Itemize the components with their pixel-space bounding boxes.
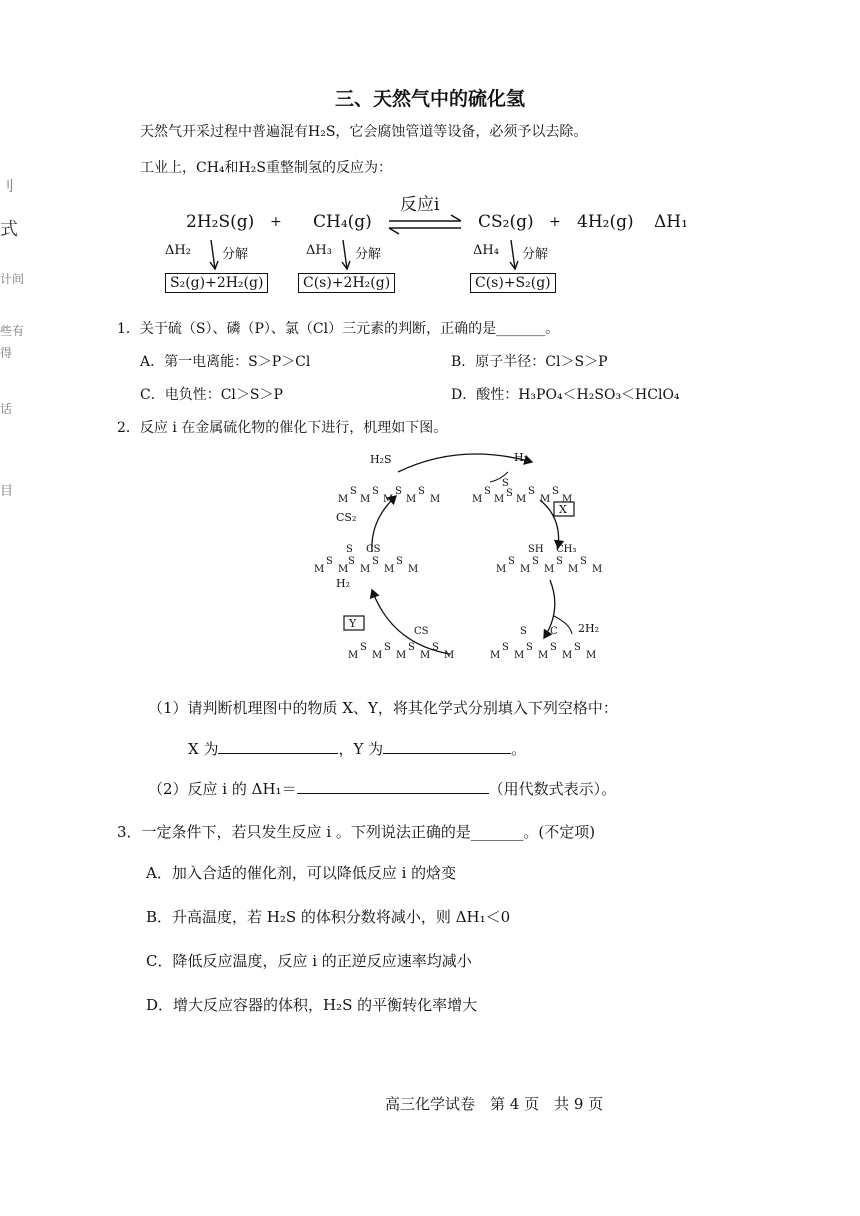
svg-text:M: M <box>430 494 441 505</box>
svg-text:S: S <box>396 556 403 567</box>
svg-text:M: M <box>540 494 551 505</box>
svg-text:M: M <box>406 494 417 505</box>
svg-text:M: M <box>496 564 507 575</box>
product-box-3: C(s)+S₂(g) <box>470 273 556 293</box>
svg-text:M: M <box>314 564 325 575</box>
reactant-h2s: 2H₂S(g) <box>186 212 255 232</box>
svg-text:S: S <box>506 488 513 499</box>
q3-stem: 3．一定条件下，若只发生反应 i 。下列说法正确的是_______。(不定项) <box>117 823 596 841</box>
q2-sub2-suffix: （用代数式表示）。 <box>488 780 617 798</box>
q3-option-c: C．降低反应温度，反应 i 的正逆反应速率均减小 <box>146 952 472 970</box>
section-title: 三、天然气中的硫化氢 <box>334 88 525 110</box>
y-answer-blank[interactable] <box>383 737 511 754</box>
svg-text:M: M <box>408 564 419 575</box>
svg-text:M: M <box>338 494 349 505</box>
svg-text:M: M <box>383 494 394 505</box>
svg-text:S: S <box>528 486 535 497</box>
svg-text:S: S <box>350 486 357 497</box>
svg-text:S: S <box>432 642 439 653</box>
svg-text:M: M <box>338 564 349 575</box>
margin-mark: 些有 <box>0 324 25 338</box>
equilibrium-arrow <box>385 214 465 236</box>
decompose-text: 分解 <box>222 247 249 262</box>
dh1-answer-blank[interactable] <box>297 777 489 794</box>
h2s-label: H₂S <box>370 453 392 466</box>
q3-option-a: A．加入合适的催化剂，可以降低反应 i 的焓变 <box>146 864 457 882</box>
svg-text:CS: CS <box>366 544 381 555</box>
h2-label: H₂ <box>514 451 529 464</box>
margin-mark: 刂 <box>0 179 14 195</box>
svg-text:CS: CS <box>414 626 429 637</box>
product-box-1: S₂(g)+2H₂(g) <box>165 273 268 293</box>
y-answer-label: ，Y 为 <box>338 740 384 758</box>
svg-text:S: S <box>360 642 367 653</box>
svg-text:S: S <box>502 478 509 489</box>
svg-text:S: S <box>574 642 581 653</box>
svg-text:M: M <box>372 650 383 661</box>
q2-answer-line <box>188 737 526 759</box>
svg-text:S: S <box>556 556 563 567</box>
product-box-2: C(s)+2H₂(g) <box>298 273 395 293</box>
svg-text:M: M <box>420 650 431 661</box>
enthalpy-dh1: ΔH₁ <box>654 212 688 232</box>
svg-text:SH: SH <box>528 544 544 555</box>
plus-sign: + <box>270 214 282 230</box>
intro-text: 天然气开采过程中普遍混有H₂S，它会腐蚀管道等设备，必须予以去除。 <box>140 124 588 140</box>
margin-mark: 式 <box>0 219 18 240</box>
q3-option-b: B．升高温度，若 H₂S 的体积分数将减小，则 ΔH₁＜0 <box>146 908 511 926</box>
svg-text:M: M <box>490 650 501 661</box>
dh2-label: ΔH₂ <box>165 243 191 258</box>
svg-text:C: C <box>550 626 558 637</box>
svg-text:M: M <box>586 650 597 661</box>
margin-mark: 计间 <box>0 272 25 286</box>
svg-text:M: M <box>562 650 573 661</box>
svg-text:M: M <box>514 650 525 661</box>
reaction-condition: 反应i <box>400 195 440 215</box>
svg-text:M: M <box>494 494 505 505</box>
cs2-label: CS₂ <box>336 511 357 524</box>
structure-bottom-left <box>348 626 454 661</box>
h2-left-label: H₂ <box>336 577 351 590</box>
svg-text:S: S <box>580 556 587 567</box>
decompose-text: 分解 <box>522 247 549 262</box>
two-h2-label: 2H₂ <box>578 622 600 635</box>
decompose-text: 分解 <box>355 247 382 262</box>
structure-middle-left <box>314 544 418 575</box>
q1-option-c: C．电负性：Cl＞S＞P <box>140 387 283 403</box>
svg-text:S: S <box>384 642 391 653</box>
x-box-label: X <box>559 503 567 516</box>
reactant-ch4: CH₄(g) <box>313 212 372 232</box>
q1-stem: 1．关于硫（S）、磷（P）、氯（Cl）三元素的判断，正确的是_______。 <box>117 321 560 337</box>
dh3-label: ΔH₃ <box>306 243 332 258</box>
svg-text:CH₃: CH₃ <box>556 544 577 555</box>
margin-mark: 目 <box>0 484 14 499</box>
svg-text:M: M <box>472 494 483 505</box>
svg-text:M: M <box>396 650 407 661</box>
structure-top-right <box>472 478 572 505</box>
q2-sub2-prefix: （2）反应 i 的 ΔH₁＝ <box>148 780 297 798</box>
q1-option-b: B．原子半径：Cl＞S＞P <box>451 354 608 370</box>
end-mark: 。 <box>511 740 527 758</box>
decompose-arrow <box>507 238 521 272</box>
x-answer-blank[interactable] <box>218 737 338 754</box>
q2-stem: 2．反应 i 在金属硫化物的催化下进行，机理如下图。 <box>117 420 448 436</box>
svg-text:S: S <box>372 556 379 567</box>
svg-text:S: S <box>408 642 415 653</box>
structure-middle-right <box>496 544 602 575</box>
product-cs2: CS₂(g) <box>478 212 534 232</box>
svg-text:S: S <box>326 556 333 567</box>
svg-text:M: M <box>384 564 395 575</box>
svg-text:S: S <box>520 626 527 637</box>
dh4-label: ΔH₄ <box>473 243 499 258</box>
margin-mark: 得 <box>0 346 13 360</box>
svg-text:M: M <box>520 564 531 575</box>
svg-text:M: M <box>568 564 579 575</box>
decompose-arrow <box>339 238 353 272</box>
plus-sign: + <box>549 214 561 230</box>
svg-text:S: S <box>532 556 539 567</box>
svg-text:M: M <box>348 650 359 661</box>
margin-mark: 话 <box>0 402 13 416</box>
intro-text: 工业上，CH₄和H₂S重整制氢的反应为： <box>140 160 392 176</box>
q3-option-d: D．增大反应容器的体积，H₂S 的平衡转化率增大 <box>146 996 478 1014</box>
q1-option-d: D．酸性：H₃PO₄＜H₂SO₃＜HClO₄ <box>451 387 680 403</box>
svg-text:M: M <box>562 494 573 505</box>
y-box-label: Y <box>349 617 357 630</box>
page-footer: 高三化学试卷 第 4 页 共 9 页 <box>385 1095 604 1113</box>
svg-text:M: M <box>360 494 371 505</box>
svg-text:M: M <box>444 650 455 661</box>
structure-top-left <box>338 486 440 505</box>
svg-text:S: S <box>550 642 557 653</box>
decompose-arrow <box>207 238 221 272</box>
q2-sub1: （1）请判断机理图中的物质 X、Y，将其化学式分别填入下列空格中： <box>148 699 618 717</box>
catalytic-cycle-diagram <box>300 440 620 670</box>
product-h2: 4H₂(g) <box>577 212 634 232</box>
svg-text:S: S <box>508 556 515 567</box>
svg-text:M: M <box>592 564 603 575</box>
svg-text:S: S <box>346 544 353 555</box>
svg-text:M: M <box>538 650 549 661</box>
q2-sub2 <box>148 777 616 799</box>
svg-text:S: S <box>502 642 509 653</box>
svg-text:M: M <box>516 494 527 505</box>
q1-option-a: A．第一电离能：S＞P＞Cl <box>140 354 311 370</box>
svg-text:M: M <box>360 564 371 575</box>
svg-text:S: S <box>418 486 425 497</box>
svg-text:S: S <box>395 486 402 497</box>
svg-text:S: S <box>526 642 533 653</box>
svg-text:S: S <box>372 486 379 497</box>
svg-text:S: S <box>484 486 491 497</box>
x-answer-label: X 为 <box>188 740 219 758</box>
svg-text:M: M <box>544 564 555 575</box>
svg-text:S: S <box>348 556 355 567</box>
svg-text:S: S <box>552 486 559 497</box>
